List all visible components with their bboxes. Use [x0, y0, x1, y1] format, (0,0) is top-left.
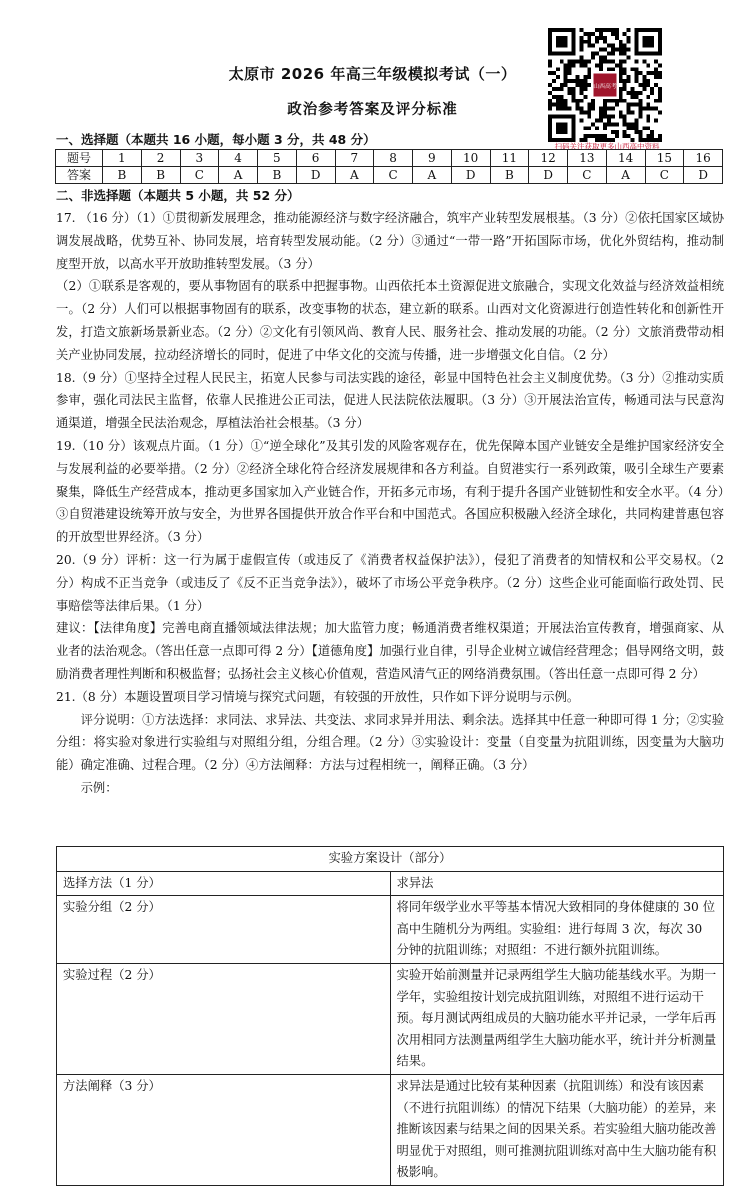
qnum-cell: 8: [374, 150, 413, 167]
q20-analysis: 20.（9 分）评析：这一行为属于虚假宣传（或违反了《消费者权益保护法》），侵犯了消费者的知情权和公平交易权。（2 分）构成不正当竞争（或违反了《反不正当竞争法》），破坏了市场公平竞争秩序。（2 分）这些企业可能面临行政处罚、民事赔偿等法律后果。（1 分）: [56, 552, 724, 613]
plan-row-label: 实验分组（2 分）: [57, 896, 391, 964]
q18-answer: 18.（9 分）①坚持全过程人民民主，拓宽人民参与司法实践的途径，彰显中国特色社会主义制度优势。（3 分）②推动实质参审，强化司法民主监督，依靠人民推进公正司法，促进人民法院依法履职。（3 分）③开展法治宣传，畅通司法与民意沟通渠道，增强全民法治观念，厚植法治社会根基。（3 分）: [56, 370, 724, 431]
answer-cell: D: [451, 167, 490, 184]
row-label-answer: 答案: [56, 167, 103, 184]
answer-cell: B: [103, 167, 142, 184]
q17-part1: 17. （16 分）（1）①贯彻新发展理念，推动能源经济与数字经济融合，筑牢产业转型发展根基。（3 分）②依托国家区域协调发展战略，优势互补、协同发展，培育转型发展动能。（2 分）③通过“一带一路”开拓国际市场，优化外贸结构，推动制度型开放，以高水平开放助推转型发展。（3 分）: [56, 211, 724, 271]
plan-row-content: 实验开始前测量并记录两组学生大脑功能基线水平。为期一学年，实验组按计划完成抗阻训练，对照组不进行运动干预。每月测试两组成员的大脑功能水平并记录，一学年后再次用相同方法测量两组学生大脑功能水平，统计并分析测量结果。: [390, 963, 724, 1074]
q17-part2: （2）①联系是客观的，要从事物固有的联系中把握事物。山西依托本土资源促进文旅融合，实现文化效益与经济效益相统一。（2 分）人们可以根据事物固有的联系，改变事物的状态，建立新的联系。山西对文化资源进行创造性转化和创新性开发，打造文旅新场景新业态。（2 分）②文化有引领风尚、教育人民、服务社会、推动发展的功能。（2 分）文旅消费带动相关产业协同发展，拉动经济增长的同时，促进了中华文化的交流与传播，进一步增强文化自信。（2 分）: [56, 279, 724, 362]
answer-row: [56, 167, 723, 184]
experiment-plan-table: [56, 846, 724, 1186]
qnum-cell: 13: [568, 150, 607, 167]
exam-subtitle: 政治参考答案及评分标准: [287, 102, 458, 118]
section1-heading: 一、选择题（本题共 16 小题，每小题 3 分，共 48 分）: [56, 132, 376, 147]
q21-scoring-rule: 评分说明：①方法选择：求同法、求异法、共变法、求同求异并用法、剩余法。选择其中任意一种即可得 1 分；②实验分组：将实验对象进行实验组与对照组分组，分组合理。（2 分）③实验设计：变量（自变量为抗阻训练，因变量为大脑功能）确定准确、过程合理。（2 分）④方法阐释：方法与过程相统一，阐释正确。（3 分）: [56, 712, 724, 773]
answer-cell: A: [219, 167, 258, 184]
qnum-cell: 16: [684, 150, 723, 167]
plan-row-label: 实验过程（2 分）: [57, 963, 391, 1074]
qr-center-label: 山西高考: [593, 84, 617, 91]
qnum-cell: 3: [180, 150, 219, 167]
q20-suggestion: 建议：【法律角度】完善电商直播领域法律法规；加大监管力度；畅通消费者维权渠道；开展法治宣传教育，增强商家、从业者的法治观念。（答出任意一点即可得 2 分）【道德角度】加强行业自律，引导企业树立诚信经营理念；倡导网络文明，鼓励消费者理性判断和积极监督；弘扬社会主义核心价值观，营造风清气正的网络消费氛围。（答出任意一点即可得 2 分）: [56, 621, 724, 681]
qnum-cell: 5: [258, 150, 297, 167]
exam-title: 太原市 2026 年高三年级模拟考试（一）: [228, 65, 517, 83]
answer-cell: B: [141, 167, 180, 184]
plan-caption: 实验方案设计（部分）: [57, 847, 724, 872]
q19-answer: 19.（10 分）该观点片面。（1 分）①“逆全球化”及其引发的风险客观存在，优先保障本国产业链安全是维护国家经济安全与发展利益的必要举措。（2 分）②经济全球化符合经济发展规律和各方利益。自贸港实行一系列政策，吸引全球生产要素聚集，降低生产经营成本，推动更多国家加入产业链合作，开拓多元市场，有利于提升各国产业链韧性和安全水平。（4 分）③自贸港建设统筹开放与安全，为世界各国提供开放合作平台和中国范式。各国应积极融入经济全球化，共同构建普惠包容的开放型世界经济。（3 分）: [56, 438, 724, 545]
plan-row: [57, 896, 724, 964]
plan-row: [57, 1074, 724, 1185]
answer-cell: C: [374, 167, 413, 184]
answer-cell: B: [258, 167, 297, 184]
qr-caption: 扫码关注获取更多山西高中资料: [554, 142, 660, 151]
qnum-cell: 4: [219, 150, 258, 167]
plan-row-label: 方法阐释（3 分）: [57, 1074, 391, 1185]
qr-code-image[interactable]: [548, 28, 662, 142]
answer-cell: B: [490, 167, 529, 184]
answer-cell: C: [645, 167, 684, 184]
plan-caption-row: [57, 847, 724, 872]
answer-cell: C: [180, 167, 219, 184]
answer-cell: D: [684, 167, 723, 184]
qnum-cell: 12: [529, 150, 568, 167]
qnum-cell: 14: [606, 150, 645, 167]
answer-cell: A: [606, 167, 645, 184]
answer-cell: C: [568, 167, 607, 184]
plan-row-content: 求异法是通过比较有某种因素（抗阻训练）和没有该因素（不进行抗阻训练）的情况下结果（大脑功能）的差异，来推断该因素与结果之间的因果关系。若实验组大脑功能改善明显优于对照组，则可推测抗阻训练对高中生大脑功能有积极影响。: [390, 1074, 724, 1185]
choice-answer-table: [55, 149, 723, 184]
section2-heading: 二、非选择题（本题共 5 小题，共 52 分）: [56, 188, 300, 203]
qnum-cell: 9: [413, 150, 452, 167]
essay-answers: [56, 207, 724, 800]
qnum-cell: 7: [335, 150, 374, 167]
answer-cell: D: [296, 167, 335, 184]
q21-intro: 21.（8 分）本题设置项目学习情境与探究式问题，有较强的开放性，只作如下评分说明与示例。: [56, 689, 580, 704]
answer-cell: D: [529, 167, 568, 184]
qnum-cell: 6: [296, 150, 335, 167]
qnum-cell: 11: [490, 150, 529, 167]
question-number-row: [56, 150, 723, 167]
row-label-number: 题号: [56, 150, 103, 167]
plan-row-label: 选择方法（1 分）: [57, 871, 391, 896]
plan-row: [57, 963, 724, 1074]
qnum-cell: 1: [103, 150, 142, 167]
answer-cell: A: [413, 167, 452, 184]
plan-row: [57, 871, 724, 896]
qnum-cell: 2: [141, 150, 180, 167]
plan-row-content: 将同年级学业水平等基本情况大致相同的身体健康的 30 位高中生随机分为两组。实验组：进行每周 3 次，每次 30 分钟的抗阻训练；对照组：不进行额外抗阻训练。: [390, 896, 724, 964]
qnum-cell: 10: [451, 150, 490, 167]
plan-row-content: 求异法: [390, 871, 724, 896]
q21-sample-label: 示例：: [80, 780, 118, 795]
answer-cell: A: [335, 167, 374, 184]
qnum-cell: 15: [645, 150, 684, 167]
